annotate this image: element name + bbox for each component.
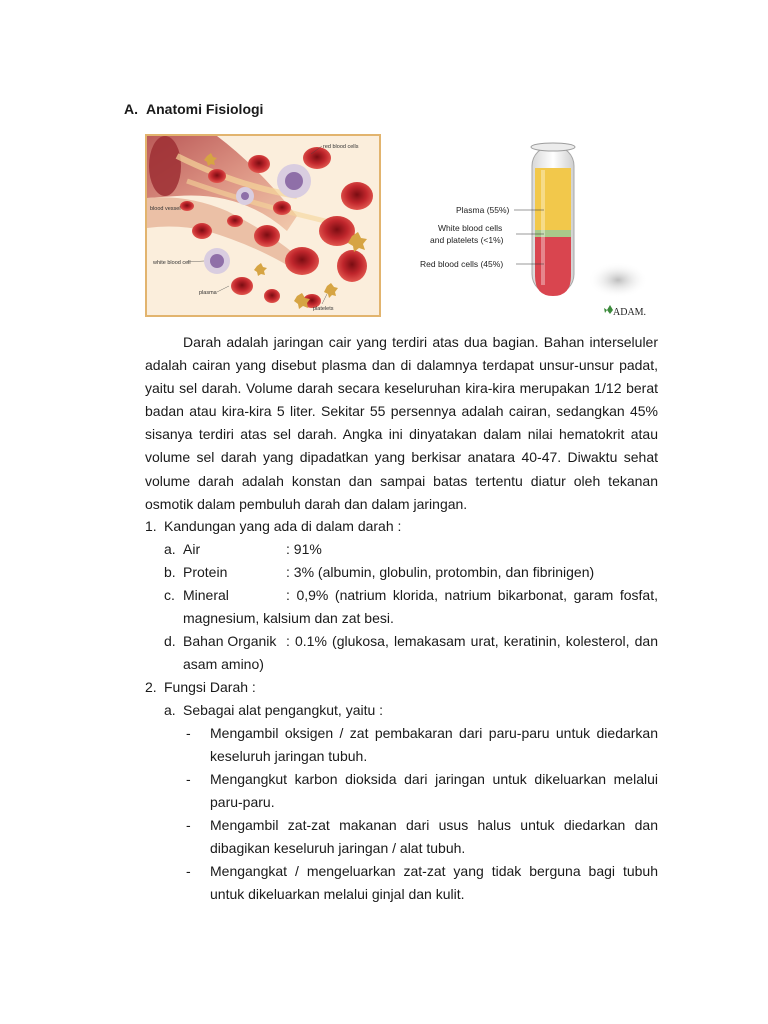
label-white-blood-cell: white blood cell (153, 260, 191, 266)
blood-vessel-illustration (145, 134, 381, 317)
adam-credit: ADAM. (613, 307, 647, 318)
list1-item-a (183, 538, 658, 561)
bullet-2: Mengangkut karbon dioksida dari jaringan untuk dikeluarkan melalui paru-paru. (210, 771, 658, 811)
list1-item-c (183, 584, 658, 630)
bullet-2-dash: - (186, 771, 191, 787)
bullet-4-dash: - (186, 863, 191, 879)
list1-item-d-value: : 0.1% (glukosa, lemakasam urat, keratinin, kolesterol, dan asam amino) (183, 633, 658, 673)
list1-item-b-value: : 3% (albumin, globulin, protombin, dan fibrinigen) (286, 564, 595, 580)
label-platelets: platelets (313, 306, 334, 312)
list1-item-a-value: : 91% (286, 541, 322, 557)
bullet-3: Mengambil zat-zat makanan dari usus halus untuk diedarkan dan dibagikan keseluruh jaringan / alat tubuh. (210, 817, 658, 857)
section-heading (124, 101, 263, 117)
list1-item-a-name: Air (183, 541, 201, 557)
list1-item-b-letter: b. (164, 564, 176, 580)
bullet-1: Mengambil oksigen / zat pembakaran dari paru-paru untuk diedarkan keseluruh jaringan tubuh. (210, 725, 658, 765)
list1-item-d-letter: d. (164, 633, 176, 649)
list2-sub-letter: a. (164, 702, 176, 718)
label-white-cells-2: and platelets (<1%) (430, 235, 504, 245)
list1-item-c-letter: c. (164, 587, 175, 603)
list1-number: 1. (145, 518, 157, 534)
section-letter: A. (124, 101, 138, 117)
label-blood-vessel: blood vessel (150, 206, 181, 212)
intro-paragraph (145, 331, 658, 516)
test-tube-illustration (420, 138, 660, 320)
bullet-3-dash: - (186, 817, 191, 833)
label-white-cells-1: White blood cells (438, 223, 503, 233)
list1-title: Kandungan yang ada di dalam darah : (164, 518, 402, 534)
list1-item-b (183, 561, 658, 584)
adam-logo (604, 305, 646, 318)
list2-sub-title: Sebagai alat pengangkut, yaitu : (183, 702, 384, 718)
intro-paragraph-text: Darah adalah jaringan cair yang terdiri atas dua bagian. Bahan interseluler adalah cairan yang disebut plasma dan di dalamnya terdapat unsur-unsur padat, yaitu sel darah. Volume darah secara keseluruhan kira-kira merupakan 1/12 berat badan atau kira-kira 5 liter. Sekitar 55 persennya adalah cairan, sedangkan 45% sisanya terdiri atas sel darah. Angka ini dinyatakan dalam nilai hematokrit atau volume sel darah yang dipadatkan yang berkisar anatara 40-47. Diwaktu sehat volume darah adalah konstan dan sampai batas tertentu diatur oleh tekanan osmotik dalam pembuluh darah dan dalam jaringan. (145, 334, 658, 512)
list2-number: 2. (145, 679, 157, 695)
label-plasma-55: Plasma (55%) (456, 205, 510, 215)
bullet-4: Mengangkat / mengeluarkan zat-zat yang tidak berguna bagi tubuh untuk dikeluarkan melalui ginjal dan kulit. (210, 863, 658, 903)
list1-item-c-value: : 0,9% (natrium klorida, natrium bikarbonat, garam fosfat, magnesium, kalsium dan zat besi. (183, 587, 658, 627)
list1-item-d (183, 630, 658, 676)
section-title: Anatomi Fisiologi (146, 101, 264, 117)
label-plasma: plasma (199, 290, 217, 296)
list1-item-b-name: Protein (183, 564, 228, 580)
list1-item-d-name: Bahan Organik (183, 633, 277, 649)
blood-vessel-svg (147, 136, 379, 315)
bullet-1-dash: - (186, 725, 191, 741)
label-red-blood-cells: red blood cells (323, 144, 359, 150)
test-tube-svg (420, 138, 660, 320)
list2-title: Fungsi Darah : (164, 679, 256, 695)
list1-item-a-letter: a. (164, 541, 176, 557)
list1-item-c-name: Mineral (183, 587, 229, 603)
label-red-cells-45: Red blood cells (45%) (420, 259, 504, 269)
